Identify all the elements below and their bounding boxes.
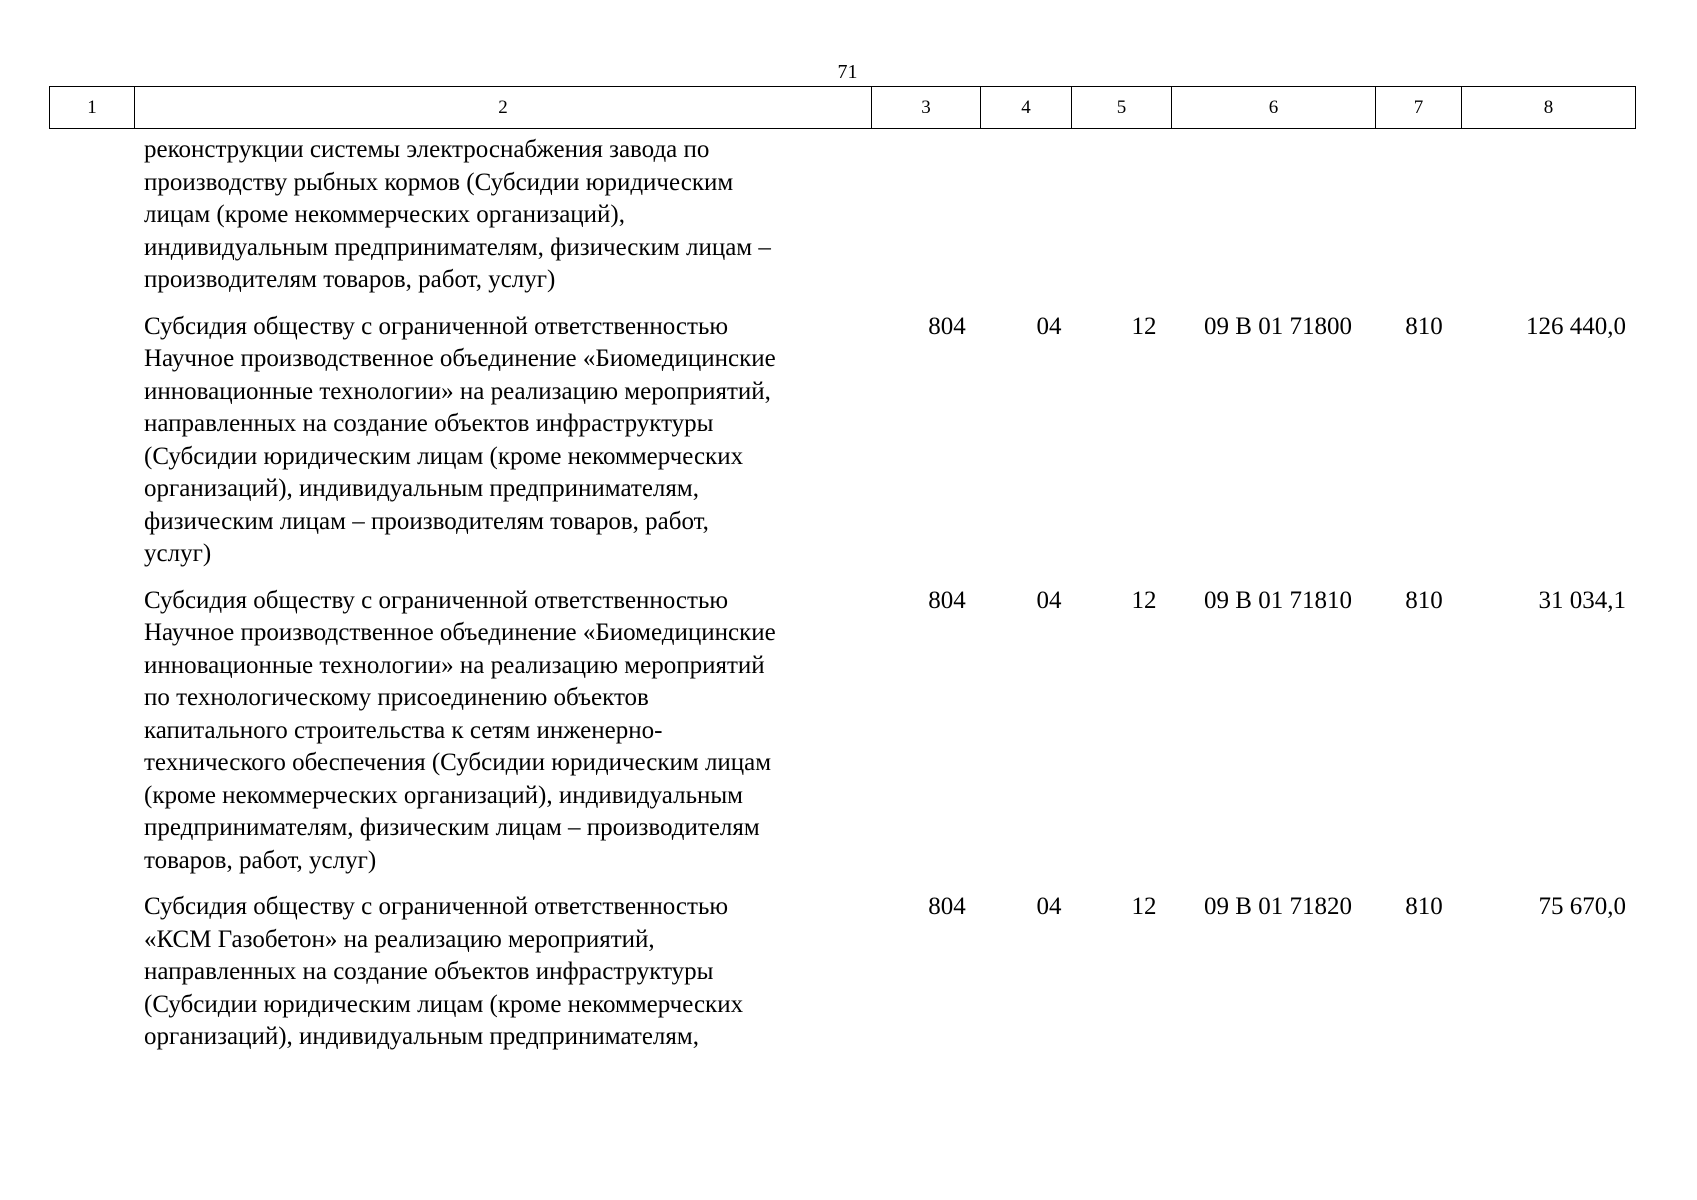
description-line: по технологическому присоединению объектов — [144, 684, 649, 711]
row-description — [144, 585, 879, 878]
description-line: физическим лицам – производителям товаров, работ, — [144, 507, 709, 535]
cell-ministry-code: 804 — [928, 893, 966, 920]
description-line: (Субсидии юридическим лицам (кроме некоммерческих — [144, 990, 744, 1018]
cell-ministry-code: 804 — [928, 586, 966, 614]
cell-amount: 75 670,0 — [1538, 893, 1626, 920]
table-row — [49, 311, 1635, 571]
cell-subsection: 12 — [1131, 586, 1157, 614]
column-header-7: 7 — [1376, 87, 1462, 129]
cell-subsection: 12 — [1131, 893, 1157, 920]
description-line: направленных на создание объектов инфраструктуры — [144, 958, 714, 985]
table-body — [49, 134, 1635, 1068]
description-line: индивидуальным предпринимателям, физическим лицам – — [144, 233, 771, 261]
column-header-row — [50, 87, 1636, 129]
description-line: производителям товаров, работ, услуг) — [144, 266, 556, 293]
description-line: Субсидия обществу с ограниченной ответственностью — [144, 312, 729, 340]
description-line: Научное производственное объединение «Биомедицинские — [144, 619, 776, 646]
row-description — [144, 891, 879, 1054]
cell-target-article: 09 В 01 71820 — [1204, 893, 1352, 920]
column-header-1: 1 — [50, 87, 135, 129]
cell-amount: 126 440,0 — [1526, 312, 1626, 340]
description-line: услуг) — [144, 540, 212, 567]
cell-expense-type: 810 — [1405, 586, 1443, 614]
description-line: технического обеспечения (Субсидии юридическим лицам — [144, 749, 772, 776]
description-line: организаций), индивидуальным предпринимателям, — [144, 475, 699, 502]
description-line: Субсидия обществу с ограниченной ответственностью — [144, 893, 729, 920]
column-header-3: 3 — [872, 87, 981, 129]
description-line: Субсидия обществу с ограниченной ответственностью — [144, 586, 729, 614]
description-line: «КСМ Газобетон» на реализацию мероприятий, — [144, 925, 655, 953]
cell-expense-type: 810 — [1405, 893, 1443, 920]
cell-subsection: 12 — [1131, 312, 1157, 340]
description-line: Научное производственное объединение «Биомедицинские — [144, 345, 776, 372]
column-header-2: 2 — [135, 87, 872, 129]
cell-target-article: 09 В 01 71810 — [1204, 586, 1352, 614]
cell-ministry-code: 804 — [928, 312, 966, 340]
description-line: организаций), индивидуальным предпринимателям, — [144, 1023, 699, 1050]
cell-section: 04 — [1036, 312, 1062, 340]
description-line: лицам (кроме некоммерческих организаций), — [144, 201, 626, 228]
column-header-8: 8 — [1462, 87, 1636, 129]
table-row — [49, 891, 1635, 1054]
table-row — [49, 585, 1635, 878]
column-header-table — [49, 86, 1636, 129]
cell-expense-type: 810 — [1405, 312, 1443, 340]
row-description — [144, 311, 879, 571]
table-row — [49, 134, 1635, 297]
description-line: производству рыбных кормов (Субсидии юридическим — [144, 168, 734, 196]
page-number: 71 — [837, 61, 858, 83]
description-line: инновационные технологии» на реализацию мероприятий, — [144, 377, 771, 405]
description-line: предпринимателям, физическим лицам – производителям — [144, 814, 760, 841]
description-line: капитального строительства к сетям инженерно- — [144, 716, 663, 744]
row-description — [144, 134, 879, 297]
description-line: инновационные технологии» на реализацию мероприятий — [144, 651, 765, 679]
cell-target-article: 09 В 01 71800 — [1204, 312, 1352, 340]
description-line: направленных на создание объектов инфраструктуры — [144, 410, 714, 437]
column-header-4: 4 — [981, 87, 1072, 129]
description-line: (Субсидии юридическим лицам (кроме некоммерческих — [144, 442, 744, 470]
description-line: реконструкции системы электроснабжения завода по — [144, 136, 710, 163]
description-line: товаров, работ, услуг) — [144, 846, 377, 874]
cell-section: 04 — [1036, 586, 1062, 614]
cell-section: 04 — [1036, 893, 1062, 920]
cell-amount: 31 034,1 — [1538, 586, 1626, 614]
column-header-6: 6 — [1172, 87, 1376, 129]
description-line: (кроме некоммерческих организаций), индивидуальным — [144, 781, 743, 809]
column-header-5: 5 — [1072, 87, 1172, 129]
